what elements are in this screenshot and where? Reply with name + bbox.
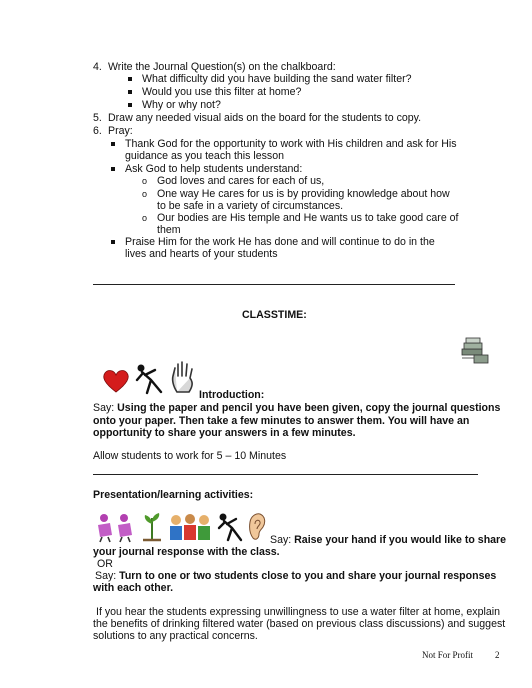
circle-bullet-icon: o: [142, 176, 148, 186]
guidance-paragraph-line2: the benefits of drinking filtered water (based on previous class discussions) and suggest: [93, 618, 506, 630]
pray-item-2: Ask God to help students understand:: [125, 163, 303, 175]
presentation-heading: Presentation/learning activities:: [93, 489, 254, 501]
pray-item-3-line1: Praise Him for the work He has done and will continue to do in the: [125, 236, 435, 248]
intro-instruction-line2: onto your paper. Then take a few minutes to answer them. You will have an: [93, 415, 470, 427]
pray-item-1-line1: Thank God for the opportunity to work with His children and ask for His: [125, 138, 457, 150]
say-prefix: Say:: [95, 570, 117, 582]
stretching-figure-icon: [215, 512, 245, 542]
guidance-paragraph-line3: solutions to any practical concerns.: [93, 630, 258, 642]
introduction-heading: Introduction:: [199, 389, 265, 401]
presentation-say-line2: [95, 570, 496, 583]
bullet-icon: [111, 167, 115, 171]
step-5-number: 5.: [93, 112, 102, 124]
understand-item-1: God loves and cares for each of us,: [157, 175, 325, 187]
understand-item-3-line2: them: [157, 224, 181, 236]
books-icon: [460, 337, 490, 365]
ear-icon: [247, 512, 267, 542]
journal-question-1: What difficulty did you have building the sand water filter?: [142, 73, 412, 85]
presentation-say-line1: [270, 534, 506, 547]
journal-question-3: Why or why not?: [142, 99, 221, 111]
stretching-figure-icon: [133, 362, 165, 396]
intro-instruction-line3: opportunity to share your answers in a few minutes.: [93, 427, 356, 439]
pray-item-1-line2: guidance as you teach this lesson: [125, 150, 285, 162]
journal-question-2: Would you use this filter at home?: [142, 86, 302, 98]
presentation-instruction-line2: your journal response with the class.: [93, 546, 280, 558]
say-prefix: Say:: [270, 534, 292, 546]
circle-bullet-icon: o: [142, 189, 148, 199]
hand-icon: [169, 360, 197, 394]
intro-say-line1: [93, 402, 500, 415]
presentation-instruction-line3: Turn to one or two students close to you and share your journal responses: [119, 570, 497, 582]
sprout-icon: [140, 510, 164, 542]
say-prefix: Say:: [93, 402, 115, 414]
intro-instruction-line1: Using the paper and pencil you have been given, copy the journal questions: [117, 402, 501, 414]
heart-icon: [102, 368, 130, 394]
understand-item-2-line2: to be safe in a variety of circumstances.: [157, 200, 344, 212]
bullet-icon: [128, 90, 132, 94]
step-6-text: Pray:: [108, 125, 133, 137]
understand-item-3-line1: Our bodies are His temple and He wants us to take good care of: [157, 212, 459, 224]
step-4-text: Write the Journal Question(s) on the chalkboard:: [108, 61, 336, 73]
step-5-text: Draw any needed visual aids on the board for the students to copy.: [108, 112, 422, 124]
classtime-heading: CLASSTIME:: [242, 309, 307, 321]
pray-item-3-line2: lives and hearts of your students: [125, 248, 278, 260]
step-4-number: 4.: [93, 61, 102, 73]
page-number: 2: [495, 650, 500, 660]
allow-time-note: Allow students to work for 5 – 10 Minutes: [93, 450, 287, 462]
circle-bullet-icon: o: [142, 213, 148, 223]
bullet-icon: [111, 240, 115, 244]
guidance-paragraph-line1: If you hear the students expressing unwillingness to use a water filter at home, explain: [96, 606, 500, 618]
children-group-icon: [167, 513, 213, 543]
section-divider: [93, 474, 478, 475]
bullet-icon: [128, 103, 132, 107]
bullet-icon: [111, 142, 115, 146]
presentation-instruction-line4: with each other.: [93, 582, 174, 594]
or-text: OR: [97, 558, 113, 570]
bullet-icon: [128, 77, 132, 81]
dancing-children-icon: [94, 513, 136, 543]
understand-item-2-line1: One way He cares for us is by providing knowledge about how: [157, 188, 450, 200]
step-6-number: 6.: [93, 125, 102, 137]
footer-text: Not For Profit: [422, 650, 474, 660]
presentation-instruction-line1: Raise your hand if you would like to share: [294, 534, 507, 546]
section-divider: [93, 284, 455, 285]
